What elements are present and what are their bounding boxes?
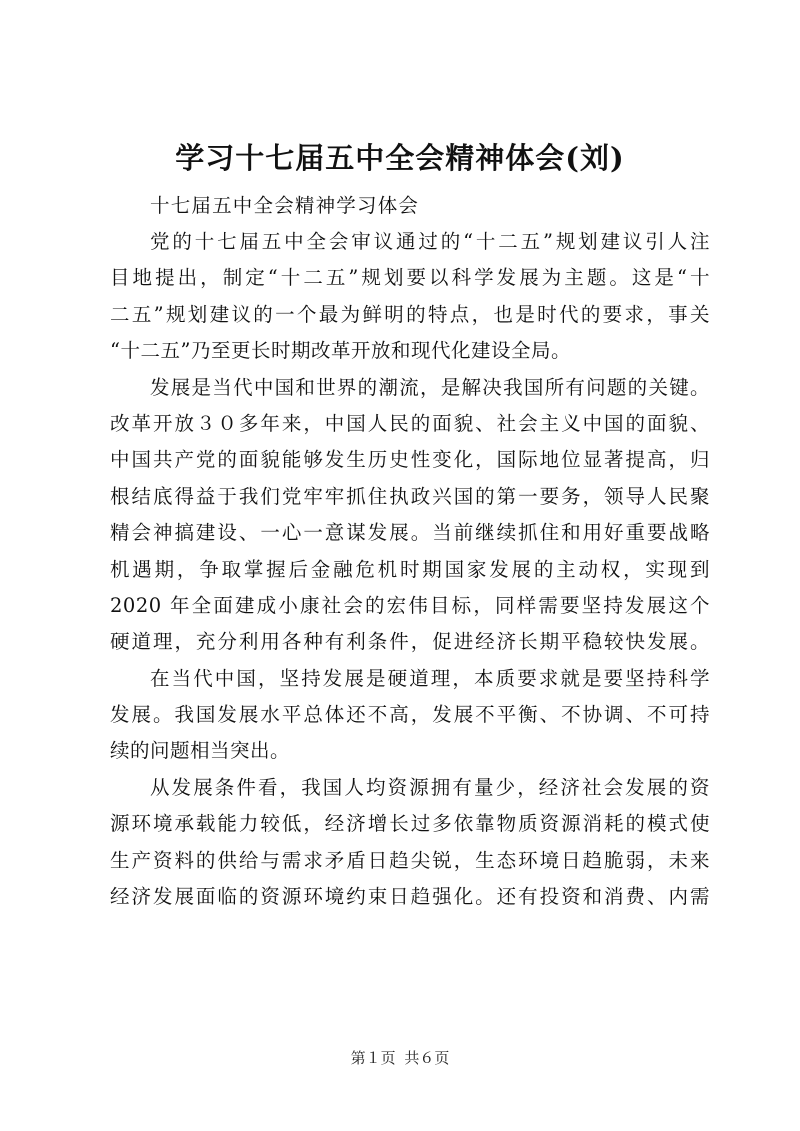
paragraph-line: 改革开放３０多年来，中国人民的面貌、社会主义中国的面貌、 bbox=[110, 411, 710, 435]
document-body bbox=[110, 188, 710, 915]
document-subtitle: 十七届五中全会精神学习体会 bbox=[150, 194, 420, 217]
paragraph-line: “十二五”乃至更长时期改革开放和现代化建设全局。 bbox=[110, 339, 571, 363]
document-title: 学习十七届五中全会精神体会(刘) bbox=[175, 141, 625, 175]
paragraph-line: 硬道理，充分利用各种有利条件，促进经济长期平稳较快发展。 bbox=[110, 630, 710, 654]
paragraph-line: 源环境承载能力较低，经济增长过多依靠物质资源消耗的模式使 bbox=[110, 812, 710, 836]
paragraph-line: 根结底得益于我们党牢牢抓住执政兴国的第一要务，领导人民聚 bbox=[110, 484, 710, 508]
page-footer bbox=[0, 1048, 800, 1068]
paragraph-line: 二五”规划建议的一个最为鲜明的特点，也是时代的要求，事关 bbox=[110, 302, 710, 326]
paragraph-line: 从发展条件看，我国人均资源拥有量少，经济社会发展的资 bbox=[150, 775, 710, 799]
paragraph-line: 2020 年全面建成小康社会的宏伟目标，同样需要坚持发展这个 bbox=[110, 593, 710, 617]
paragraph-line: 发展。我国发展水平总体还不高，发展不平衡、不协调、不可持 bbox=[110, 703, 710, 727]
paragraph-line: 续的问题相当突出。 bbox=[110, 739, 291, 763]
paragraph-line: 经济发展面临的资源环境约束日趋强化。还有投资和消费、内需 bbox=[110, 885, 710, 909]
paragraph-line: 发展是当代中国和世界的潮流，是解决我国所有问题的关键。 bbox=[150, 375, 710, 399]
paragraph-line: 精会神搞建设、一心一意谋发展。当前继续抓住和用好重要战略 bbox=[110, 521, 710, 545]
paragraph-line: 党的十七届五中全会审议通过的“十二五”规划建议引人注 bbox=[150, 230, 710, 253]
page-number: 第１页 bbox=[350, 1049, 396, 1067]
paragraph-line: 目地提出，制定“十二五”规划要以科学发展为主题。这是“十 bbox=[110, 266, 710, 290]
paragraph-line: 在当代中国，坚持发展是硬道理，本质要求就是要坚持科学 bbox=[150, 666, 710, 690]
paragraph-2 bbox=[110, 370, 710, 661]
paragraph-3 bbox=[110, 661, 710, 770]
paragraph-1 bbox=[110, 224, 710, 370]
paragraph-4 bbox=[110, 770, 710, 916]
paragraph-line: 机遇期，争取掌握后金融危机时期国家发展的主动权，实现到 bbox=[110, 557, 710, 581]
page-total: 共６页 bbox=[404, 1049, 450, 1067]
paragraph-line: 中国共产党的面貌能够发生历史性变化，国际地位显著提高，归 bbox=[110, 448, 710, 472]
paragraph-line: 生产资料的供给与需求矛盾日趋尖锐，生态环境日趋脆弱，未来 bbox=[110, 848, 710, 872]
